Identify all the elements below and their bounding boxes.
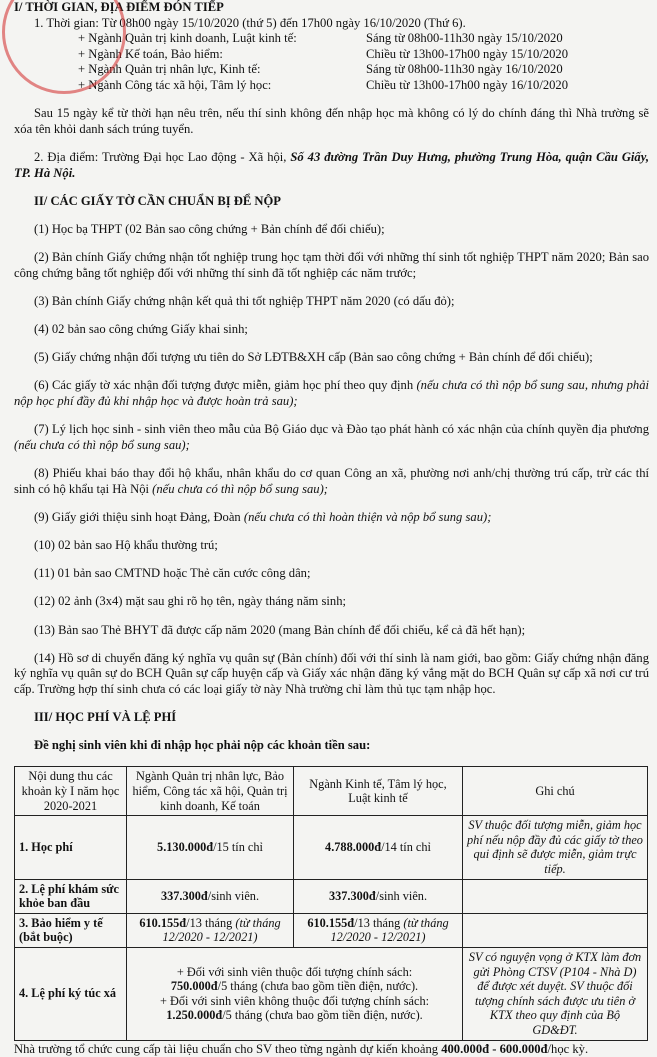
amount-unit: /5 tháng (chưa bao gồm tiền điện, nước). xyxy=(217,979,419,994)
table-row xyxy=(15,879,648,913)
amount-unit: /sinh viên. xyxy=(207,888,260,903)
list-item xyxy=(14,422,649,453)
list-item xyxy=(14,594,649,610)
list-item xyxy=(14,222,649,238)
item-note: (nếu chưa có thì nộp bổ sung sau); xyxy=(152,481,328,496)
address-paragraph xyxy=(14,150,649,181)
schedule-time: Sáng từ 08h00-11h30 ngày 15/10/2020 xyxy=(366,31,563,46)
time-line: 1. Thời gian: Từ 08h00 ngày 15/10/2020 (thứ 5) đến 17h00 ngày 16/10/2020 (Thứ 6). xyxy=(34,15,466,30)
list-item xyxy=(14,623,649,639)
address-detail: Số 43 đường Trần Duy Hưng, phường Trung Hòa, quận Cầu Giấy, TP. Hà Nội. xyxy=(14,149,649,180)
schedule-time: Sáng từ 08h00-11h30 ngày 16/10/2020 xyxy=(366,62,563,77)
dorm-policy-amount xyxy=(131,979,458,994)
dorm-fee-details xyxy=(127,948,463,1041)
amount-period: (từ tháng 12/2020 - 12/2021) xyxy=(330,915,449,945)
section-2-heading: II/ CÁC GIẤY TỜ CẦN CHUẨN BỊ ĐỂ NỘP xyxy=(34,193,281,208)
amount-value: 610.155đ xyxy=(307,915,355,930)
fee-note xyxy=(463,913,648,947)
fee-amount-group-b xyxy=(294,913,463,947)
fee-item: 4. Lệ phí ký túc xá xyxy=(15,948,127,1041)
fee-item: 3. Bảo hiểm y tế (bắt buộc) xyxy=(15,913,127,947)
fee-amount-group-b xyxy=(294,816,463,879)
schedule-time: Chiều từ 13h00-17h00 ngày 16/10/2020 xyxy=(366,77,569,92)
item-text: (14) Hồ sơ di chuyển đăng ký nghĩa vụ quân sự (Bản chính) đối với thí sinh là nam giới, bao gồm: Giấy chứng nhận đăng ký nghĩa vụ quân sự do BCH Quân sự cấp huyện cấp và Giấy xác nhận đăng ký vắng mặt do BCH Quân sự cấp xã nơi cư trú cấp. Trường hợp thí sinh chưa có các loại giấy tờ này Nhà trường chỉ làm thủ tục tạm nhập học. xyxy=(14,650,649,696)
amount-value: 610.155đ xyxy=(139,915,187,930)
item-text: (5) Giấy chứng nhận đối tượng ưu tiên do Sở LĐTB&XH cấp (Bản sao công chứng + Bản chính để đối chiếu); xyxy=(34,350,593,365)
list-item xyxy=(14,378,649,409)
table-row xyxy=(15,816,648,879)
table-header-row xyxy=(15,767,648,816)
column-header: Nội dung thu các khoản kỳ I năm học 2020-2021 xyxy=(15,767,127,816)
dorm-regular-line: + Đối với sinh viên không thuộc đối tượng chính sách: xyxy=(159,993,430,1008)
schedule-major: + Ngành Kế toán, Bảo hiểm: xyxy=(78,46,223,61)
footer-text: Nhà trường tổ chức cung cấp tài liệu chuẩn cho SV theo từng ngành dự kiến khoảng xyxy=(14,1041,442,1056)
item-text: (2) Bản chính Giấy chứng nhận tốt nghiệp trung học tạm thời đối với những thí sinh tốt nghiệp THPT năm 2020; Bản sao công chứng bằng tốt nghiệp đối với những thí sinh đã tốt nghiệp các năm trước; xyxy=(14,250,649,280)
table-row xyxy=(15,913,648,947)
list-item xyxy=(14,510,649,526)
amount-unit: /14 tín chỉ xyxy=(381,840,431,855)
fee-amount-group-a xyxy=(127,879,294,913)
dorm-regular-amount xyxy=(131,1008,458,1023)
amount-value: 337.300đ xyxy=(160,888,208,903)
column-header: Ngành Kinh tế, Tâm lý học, Luật kinh tế xyxy=(294,767,463,816)
fee-item: 2. Lệ phí khám sức khỏe ban đầu xyxy=(15,879,127,913)
list-item xyxy=(14,294,649,310)
amount-unit: /13 tháng xyxy=(354,915,404,930)
item-note: (nếu chưa có thì nộp bổ sung sau); xyxy=(14,437,190,452)
item-text: (7) Lý lịch học sinh - sinh viên theo mẫu của Bộ Giáo dục và Đào tạo phát hành có xác nhận của chính quyền địa phương xyxy=(34,422,649,437)
section-3-heading: III/ HỌC PHÍ VÀ LỆ PHÍ xyxy=(34,710,177,725)
section-3-subheading: Đề nghị sinh viên khi đi nhập học phải nộp các khoản tiền sau: xyxy=(34,738,371,753)
schedule-row xyxy=(14,62,649,78)
list-item xyxy=(14,466,649,497)
fee-amount-group-a xyxy=(127,913,294,947)
amount-value: 1.250.000đ xyxy=(166,1008,223,1023)
item-text: (1) Học bạ THPT (02 Bản sao công chứng + Bản chính để đối chiếu); xyxy=(34,221,385,236)
amount-value: 5.130.000đ xyxy=(157,840,214,855)
item-note: (nếu chưa có thì nộp bổ sung sau, nhưng phải nộp học phí đầy đủ khi nhập học và được hoàn trả sau); xyxy=(14,378,650,409)
schedule-row xyxy=(14,31,649,47)
list-item xyxy=(14,350,649,366)
schedule-row xyxy=(14,47,649,63)
schedule-major: + Ngành Quản trị nhân lực, Kinh tế: xyxy=(78,62,261,77)
amount-period: (từ tháng 12/2020 - 12/2021) xyxy=(162,915,281,945)
item-text: (9) Giấy giới thiệu sinh hoạt Đảng, Đoàn xyxy=(34,509,244,524)
document-list xyxy=(14,222,649,698)
column-header: Ngành Quản trị nhân lực, Bảo hiểm, Công tác xã hội, Quản trị kinh doanh, Kế toán xyxy=(127,767,294,816)
amount-value: 4.788.000đ xyxy=(325,840,382,855)
table-row xyxy=(15,948,648,1041)
fee-amount-group-b xyxy=(294,879,463,913)
fee-note xyxy=(463,879,648,913)
amount-value: 337.300đ xyxy=(328,888,376,903)
fee-amount-group-a xyxy=(127,816,294,879)
amount-unit: /sinh viên. xyxy=(375,888,428,903)
schedule-time: Chiều từ 13h00-17h00 ngày 15/10/2020 xyxy=(366,46,569,61)
dorm-policy-line: + Đối với sinh viên thuộc đối tượng chính sách: xyxy=(176,964,413,979)
fee-note: SV có nguyện vọng ở KTX làm đơn gửi Phòng CTSV (P104 - Nhà D) để được xét duyệt. SV thuộc đối tượng chính sách được ưu tiên ở KTX theo quy định của Bộ GD&ĐT. xyxy=(463,948,648,1041)
amount-unit: /15 tín chỉ xyxy=(213,840,263,855)
item-text: (6) Các giấy tờ xác nhận đối tượng được miễn, giảm học phí theo quy định xyxy=(34,378,417,393)
amount-unit: /5 tháng (chưa bao gồm tiền điện, nước). xyxy=(222,1008,423,1023)
list-item xyxy=(14,250,649,281)
section-1-heading: I/ THỜI GIAN, ĐỊA ĐIỂM ĐÓN TIẾP xyxy=(14,0,224,14)
item-text: (3) Bản chính Giấy chứng nhận kết quả thi tốt nghiệp THPT năm 2020 (có dấu đỏ); xyxy=(34,293,455,308)
footer-amount: 400.000đ - 600.000đ xyxy=(441,1041,548,1056)
item-note: (nếu chưa có thì hoàn thiện và nộp bổ sung sau); xyxy=(243,509,492,524)
schedule-major: + Ngành Quản trị kinh doanh, Luật kinh tế: xyxy=(78,31,297,46)
list-item xyxy=(14,651,649,698)
fee-item: 1. Học phí xyxy=(15,816,127,879)
notice-paragraph: Sau 15 ngày kể từ thời hạn nêu trên, nếu thí sinh không đến nhập học mà không có lý do chính đáng thì Nhà trường sẽ xóa tên khỏi danh sách trúng tuyển. xyxy=(14,106,649,136)
schedule-row xyxy=(14,78,649,94)
item-text: (11) 01 bản sao CMTND hoặc Thẻ căn cước công dân; xyxy=(34,566,311,581)
column-header: Ghi chú xyxy=(463,767,648,816)
fee-table xyxy=(14,766,648,1040)
amount-value: 750.000đ xyxy=(170,979,218,994)
list-item xyxy=(14,566,649,582)
amount-unit: /13 tháng xyxy=(186,915,236,930)
footer-end: /học kỳ. xyxy=(547,1041,589,1056)
list-item xyxy=(14,322,649,338)
item-text: (13) Bản sao Thẻ BHYT đã được cấp năm 2020 (mang Bản chính để đối chiếu, kể cả đã hết hạn); xyxy=(34,622,526,637)
item-text: (4) 02 bản sao công chứng Giấy khai sinh; xyxy=(34,322,248,337)
item-text: (12) 02 ảnh (3x4) mặt sau ghi rõ họ tên, ngày tháng năm sinh; xyxy=(34,594,346,609)
footer-paragraph xyxy=(14,1042,649,1057)
item-text: (8) Phiếu khai báo thay đổi hộ khẩu, nhân khẩu do cơ quan Công an xã, phường nơi anh/chị thường trú cấp, trừ các thí sinh có hộ khẩu tại Hà Nội xyxy=(14,466,649,496)
schedule-major: + Ngành Công tác xã hội, Tâm lý học: xyxy=(78,77,272,92)
schedule-list xyxy=(14,31,649,93)
item-text: (10) 02 bản sao Hộ khẩu thường trú; xyxy=(34,537,218,552)
fee-note: SV thuộc đối tượng miễn, giảm học phí nếu nộp đầy đủ các giấy tờ theo qui định sẽ được miễn, giảm trực tiếp. xyxy=(463,816,648,879)
list-item xyxy=(14,538,649,554)
address-prefix: 2. Địa điểm: Trường Đại học Lao động - Xã hội, xyxy=(34,149,291,164)
